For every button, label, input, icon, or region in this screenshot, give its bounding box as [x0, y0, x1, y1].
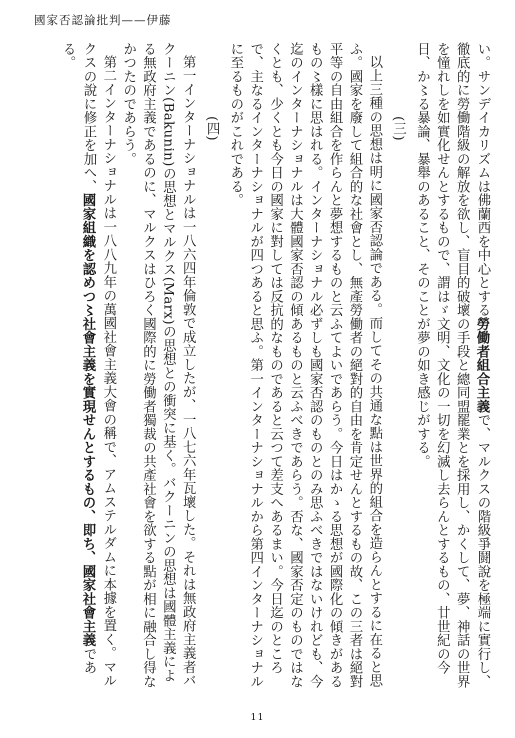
paragraph-1-text-a: い。サンデイカリズムは佛蘭西を中心とする [475, 42, 490, 317]
page-number: 11 [250, 712, 265, 723]
paragraph-3: 第一インターナショナルは一八六四年倫敦で成立したが、一八七六年瓦壞した。それは無政府主義者バクーニン(Bakunin)の思想とマルクス(Marx)の思想との衝突に基く。バクーニンの思想は國體主義による無政府主義であるのに、マルクスはひろく國際的に勞働者獨裁の共產社會を欲する點が相に融合し得なかつたのであらう。 [120, 42, 196, 689]
running-head: 國家否認論批判——伊藤 [34, 13, 172, 27]
paragraph-2: 以上三種の思想は明に國家否認論である。而してその共通な點は世界的組合を造らんとするに在ると思ふ。國家を廢して組合的な社會とし、無產勞働者の絕對的自由を肯定せんとするもの故、この三者は絕對平等の自由組合を作らんと夢想するものと云ふてよいであらう。今日はかゝる思想が國際化の傾きがあるもの〻樣に思はれる。インターナショナル必ずしも國家否認のものとのみ思ふべきではないけれども、今迄のインターナショナルは大體國家否認の傾あるものと云ふべきであらう。否な、國家否定のものではなくとも、少くとも今日の國家に對しては反抗的なものであると云つて差支へあるまい。今日迄のところで、主なるインターナショナルが四つあると思ふ。第一インターナショナルから第四インターナショナルに至るものがこれである。 [227, 42, 382, 689]
paragraph-4-text-c: である。 [60, 42, 96, 675]
paragraph-4 [57, 42, 118, 692]
section-heading-4: (四) [204, 115, 220, 141]
paragraph-1-text-c: で、マルクスの階級爭鬪說を極端に實行し、徹底的に勞働階級の解放を欲し、盲目的破壞の手段と總同盟罷業とを採用し、かくして、夢、神話の世界を憧れしを如實化せんとするもので、謂はゞ文明、文化の一切を幻滅し去らんとするもの、廿世紀の今日、か〻る暴論、暴舉のあること、そのことが夢の如き感じがする。 [414, 42, 490, 689]
section-heading-3: (三) [390, 115, 406, 141]
paragraph-4-emphasis: 國家組織を認めつ〻社會主義を實現せんとするもの、即ち、國家社會主義 [79, 193, 96, 647]
paragraph-4-text-a: 第二インターナショナルは一八八九年の萬國社會主義大會の稱で、アムステルダムに本據を置く。マルクスの說に修正を加へ、 [80, 42, 116, 688]
body-text [10, 42, 492, 692]
paragraph-1 [412, 42, 492, 692]
paragraph-1-emphasis: 勞働者組合主義 [474, 317, 490, 414]
